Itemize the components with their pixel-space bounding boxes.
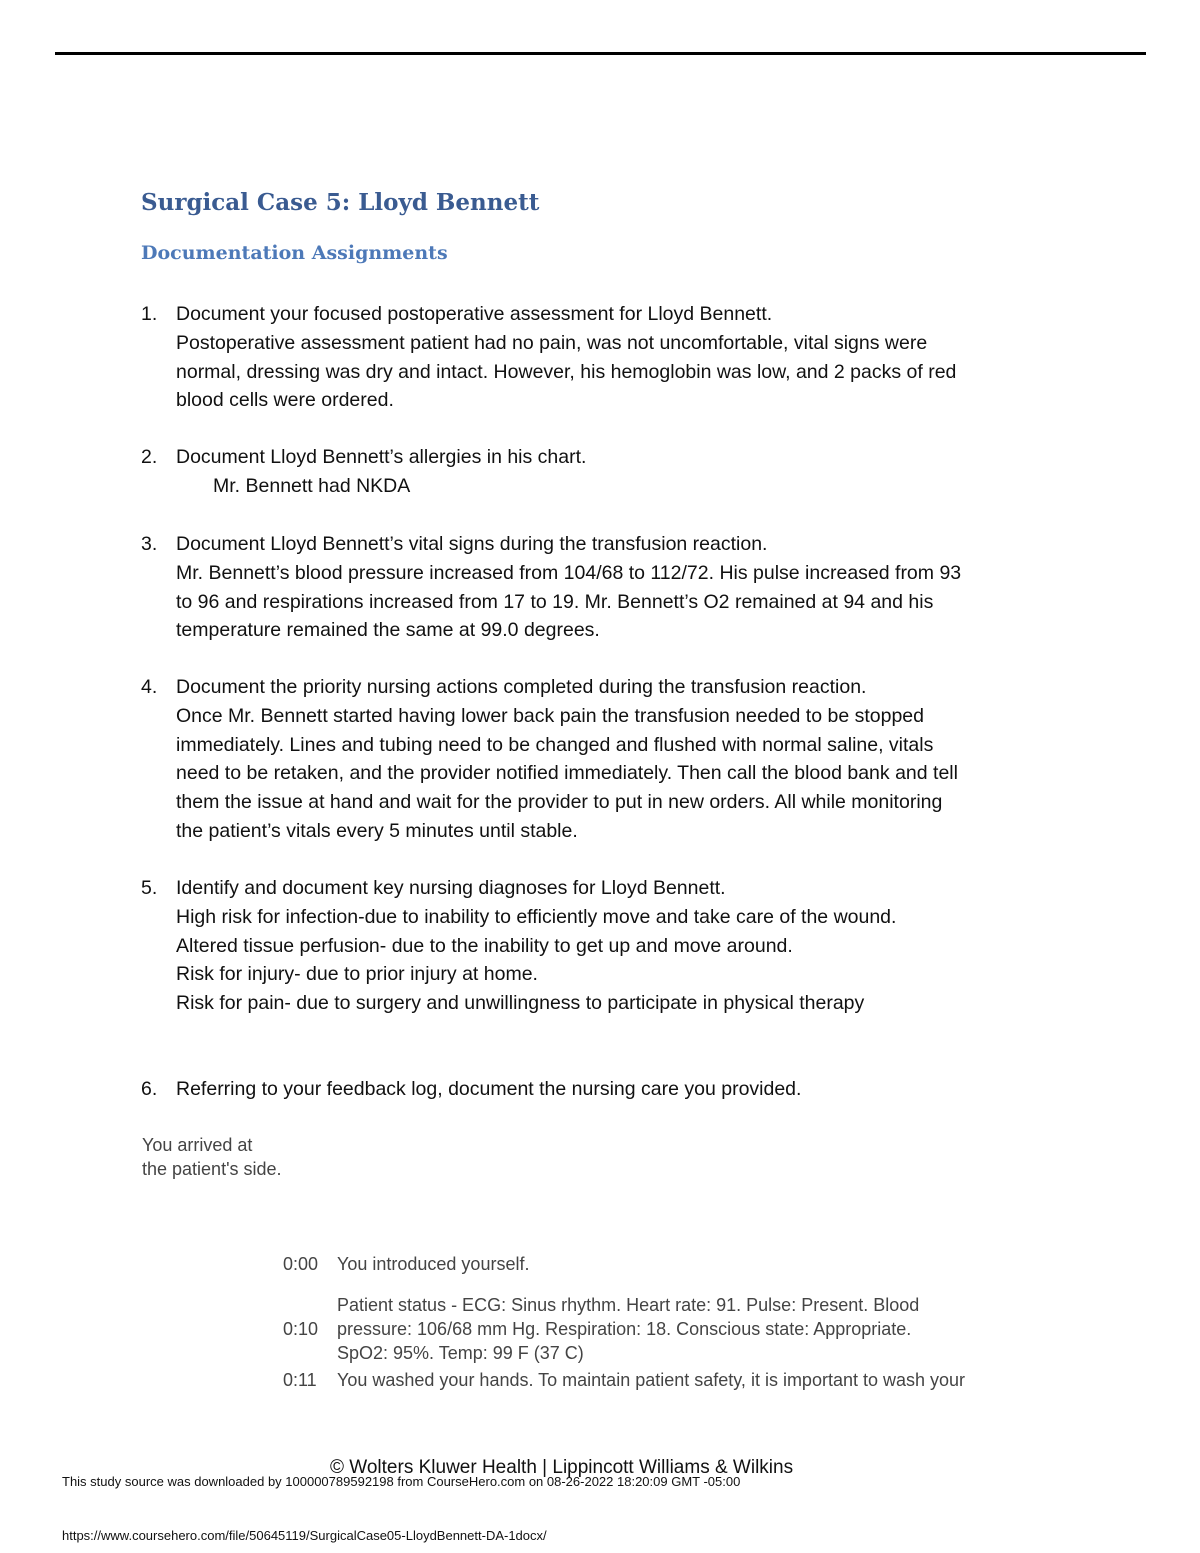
item-question: Referring to your feedback log, document the nursing care you provided. — [176, 1078, 802, 1100]
answer-line: need to be retaken, and the provider notified immediately. Then call the blood bank and tell — [176, 762, 958, 785]
log-time: 0:10 — [283, 1319, 319, 1339]
answer-line: Postoperative assessment patient had no pain, was not uncomfortable, vital signs were — [176, 331, 928, 354]
top-rule — [55, 52, 1146, 55]
item-number: 2. — [141, 446, 158, 468]
section-subtitle: Documentation Assignments — [141, 242, 448, 264]
log-text: You introduced yourself. — [337, 1254, 530, 1274]
answer-line: Mr. Bennett had NKDA — [213, 474, 411, 497]
assignment-item-3 — [141, 530, 1081, 645]
log-time: 0:00 — [283, 1254, 319, 1274]
assignment-item-6 — [141, 1075, 1081, 1104]
log-text: You washed your hands. To maintain patient safety, it is important to wash your — [337, 1370, 966, 1390]
item-number: 4. — [141, 676, 158, 698]
item-number: 3. — [141, 533, 158, 555]
item-answer — [176, 702, 1081, 846]
item-number: 5. — [141, 877, 158, 899]
item-question: Identify and document key nursing diagnoses for Lloyd Bennett. — [176, 877, 726, 899]
log-time: 0:11 — [283, 1370, 317, 1390]
answer-line: Risk for pain- due to surgery and unwillingness to participate in physical therapy — [176, 992, 865, 1015]
page-title: Surgical Case 5: Lloyd Bennett — [141, 189, 540, 216]
item-question: Document your focused postoperative assessment for Lloyd Bennett. — [176, 303, 773, 325]
footer-copyright: © Wolters Kluwer Health | Lippincott Williams & Wilkins — [330, 1457, 794, 1478]
answer-line: them the issue at hand and wait for the provider to put in new orders. All while monitoring — [176, 791, 943, 814]
item-answer — [176, 903, 1081, 1018]
answer-line: immediately. Lines and tubing need to be changed and flushed with normal saline, vitals — [176, 733, 934, 756]
answer-line: Risk for injury- due to prior injury at home. — [176, 963, 538, 986]
assignment-item-2 — [141, 443, 1081, 501]
log-text: SpO2: 95%. Temp: 99 F (37 C) — [337, 1343, 584, 1363]
item-question: Document the priority nursing actions completed during the transfusion reaction. — [176, 676, 867, 698]
item-question: Document Lloyd Bennett’s allergies in his chart. — [176, 446, 587, 468]
answer-line: Mr. Bennett’s blood pressure increased from 104/68 to 112/72. His pulse increased from 93 — [176, 561, 962, 584]
answer-line: Once Mr. Bennett started having lower back pain the transfusion needed to be stopped — [176, 704, 924, 727]
answer-line: the patient’s vitals every 5 minutes until stable. — [176, 819, 578, 842]
footer-url[interactable]: https://www.coursehero.com/file/50645119/SurgicalCase05-LloydBennett-DA-1docx/ — [62, 1528, 547, 1543]
item-question: Document Lloyd Bennett’s vital signs during the transfusion reaction. — [176, 533, 768, 555]
answer-line: High risk for infection-due to inability to efficiently move and take care of the wound. — [176, 905, 897, 928]
footer-source-note: This study source was downloaded by 100000789592198 from CourseHero.com on 08-26-2022 18:20:09 GMT -05:00 — [62, 1474, 741, 1489]
item-answer — [213, 472, 1081, 501]
item-number: 6. — [141, 1078, 158, 1100]
answer-line: to 96 and respirations increased from 17 to 19. Mr. Bennett’s O2 remained at 94 and his — [176, 590, 934, 613]
item-number: 1. — [141, 303, 158, 325]
log-intro: You arrived at the patient's side. — [142, 1135, 282, 1179]
answer-line: blood cells were ordered. — [176, 389, 394, 412]
assignment-item-4 — [141, 673, 1081, 846]
log-text: Patient status - ECG: Sinus rhythm. Heart rate: 91. Pulse: Present. Blood — [337, 1295, 920, 1315]
log-text: pressure: 106/68 mm Hg. Respiration: 18. Conscious state: Appropriate. — [337, 1319, 912, 1339]
answer-line: Altered tissue perfusion- due to the inability to get up and move around. — [176, 934, 793, 957]
answer-line: normal, dressing was dry and intact. However, his hemoglobin was low, and 2 packs of red — [176, 360, 957, 383]
assignment-item-5 — [141, 874, 1081, 1018]
answer-line: temperature remained the same at 99.0 degrees. — [176, 619, 600, 642]
assignment-item-1 — [141, 300, 1081, 415]
item-answer — [176, 559, 1081, 645]
item-answer — [176, 329, 1081, 415]
